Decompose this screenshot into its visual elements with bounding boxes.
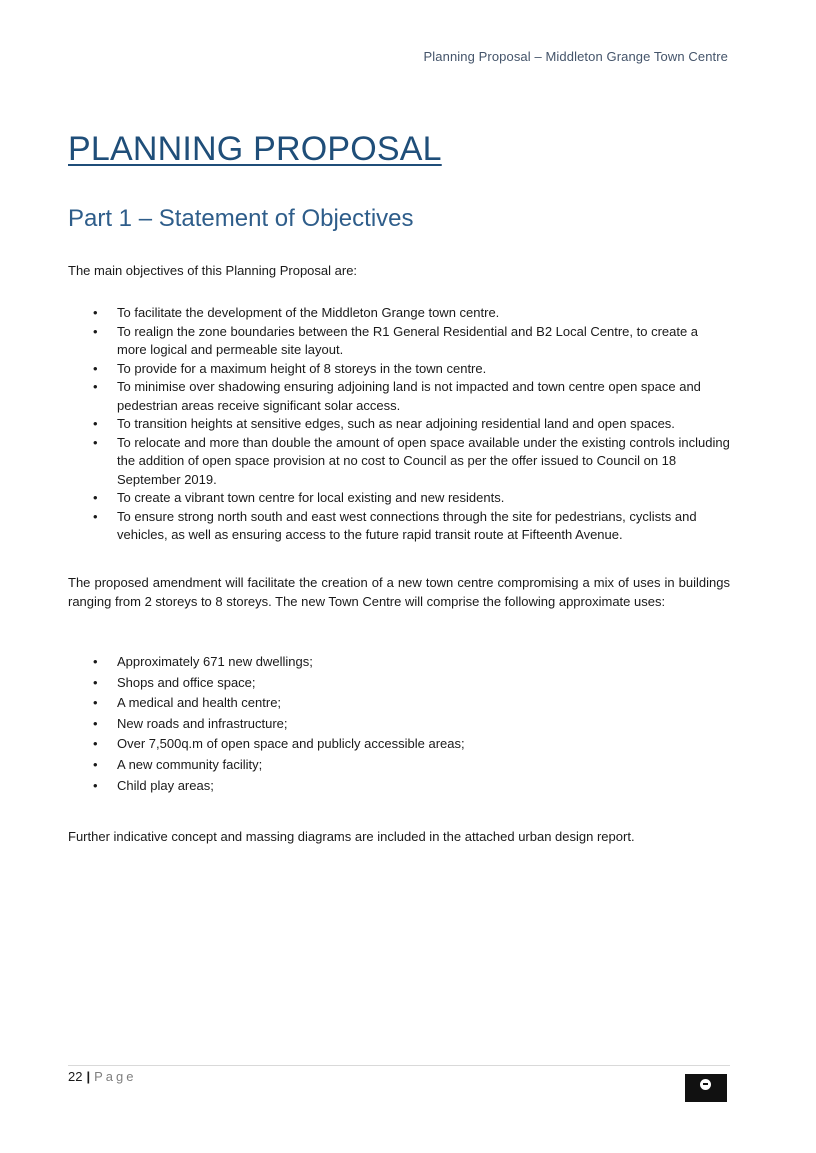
- page-header: Planning Proposal – Middleton Grange Town Centre: [423, 49, 728, 64]
- list-item-text: Over 7,500q.m of open space and publicly accessible areas;: [117, 736, 465, 752]
- bullet-icon: •: [93, 305, 98, 320]
- bullet-icon: •: [93, 756, 98, 772]
- list-item: [68, 323, 730, 360]
- bullet-icon: •: [93, 323, 98, 339]
- bullet-icon: •: [93, 490, 98, 505]
- page-number: [68, 1069, 136, 1084]
- list-item: [68, 434, 730, 490]
- intro-paragraph: The main objectives of this Planning Proposal are:: [68, 263, 358, 278]
- list-item: [68, 673, 730, 694]
- amendment-paragraph: The proposed amendment will facilitate the creation of a new town centre compromising a mix of uses in buildings ranging from 2 storeys to 8 storeys. The new Town Centre will comprise the following approximate uses:: [68, 575, 730, 609]
- list-item-text: To facilitate the development of the Middleton Grange town centre.: [117, 305, 500, 320]
- list-item-text: To transition heights at sensitive edges, such as near adjoining residential land and open spaces.: [117, 416, 675, 431]
- company-logo-icon: [685, 1074, 727, 1102]
- list-item: [68, 508, 730, 545]
- list-item-text: A new community facility;: [117, 756, 263, 772]
- closing-paragraph: Further indicative concept and massing diagrams are included in the attached urban design report.: [68, 829, 635, 844]
- bullet-icon: •: [93, 360, 98, 376]
- bullet-icon: •: [93, 736, 98, 752]
- bullet-icon: •: [93, 695, 98, 711]
- list-item-text: Approximately 671 new dwellings;: [117, 654, 313, 669]
- footer-divider: [68, 1065, 730, 1066]
- bullet-icon: •: [93, 654, 98, 669]
- uses-list: [68, 652, 730, 796]
- list-item: [68, 415, 730, 434]
- page-title: PLANNING PROPOSAL: [68, 130, 442, 168]
- logo-mark-icon: [700, 1079, 711, 1090]
- list-item: [68, 776, 730, 797]
- list-item: [68, 734, 730, 755]
- page-word: Page: [94, 1069, 137, 1084]
- list-item-text: To ensure strong north south and east west connections through the site for pedestrians, cyclists and vehicles, as well as ensuring access to the future rapid transit route at Fifteenth Avenue.: [117, 508, 697, 542]
- objectives-list: [68, 304, 730, 545]
- bullet-icon: •: [93, 379, 98, 394]
- list-item-text: A medical and health centre;: [117, 695, 282, 711]
- page-number-value: 22: [68, 1069, 83, 1084]
- page-separator: |: [86, 1069, 91, 1084]
- list-item: [68, 714, 730, 735]
- list-item-text: Shops and office space;: [117, 674, 256, 690]
- list-item-text: Child play areas;: [117, 777, 214, 793]
- bullet-icon: •: [93, 508, 98, 524]
- list-item-text: To realign the zone boundaries between the R1 General Residential and B2 Local Centre, to create a more logical and permeable site layout.: [117, 323, 699, 357]
- list-item: [68, 360, 730, 379]
- list-item: [68, 652, 730, 673]
- list-item: [68, 378, 730, 415]
- bullet-icon: •: [93, 777, 98, 793]
- list-item: [68, 755, 730, 776]
- list-item-text: To relocate and more than double the amount of open space available under the existing controls including the addition of open space provision at no cost to Council as per the offer issued to Council on 18 September 2019.: [117, 434, 730, 487]
- list-item: [68, 304, 730, 323]
- list-item: [68, 489, 730, 508]
- list-item-text: To create a vibrant town centre for local existing and new residents.: [117, 490, 505, 505]
- list-item-text: To provide for a maximum height of 8 storeys in the town centre.: [117, 360, 487, 376]
- section-title: Part 1 – Statement of Objectives: [68, 205, 414, 232]
- bullet-icon: •: [93, 434, 98, 450]
- bullet-icon: •: [93, 715, 98, 731]
- list-item-text: New roads and infrastructure;: [117, 715, 288, 731]
- bullet-icon: •: [93, 416, 98, 431]
- list-item: [68, 693, 730, 714]
- list-item-text: To minimise over shadowing ensuring adjoining land is not impacted and town centre open space and pedestrian areas receive significant solar access.: [117, 379, 701, 413]
- bullet-icon: •: [93, 674, 98, 690]
